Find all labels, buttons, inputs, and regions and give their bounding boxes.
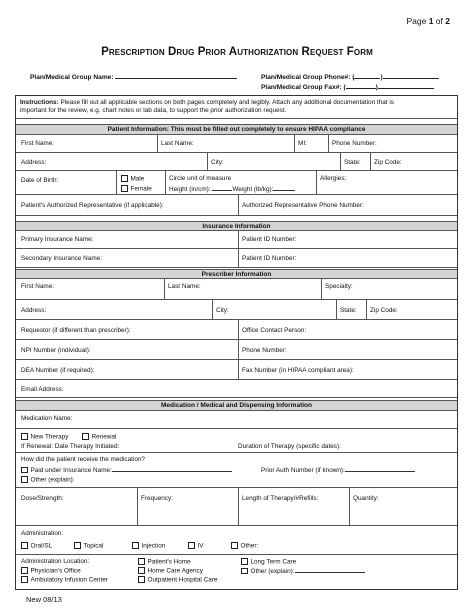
form-version: New 08/13 <box>26 595 62 604</box>
patient-dob-row <box>16 171 457 195</box>
prescriber-name-row <box>16 279 457 300</box>
npi-label[interactable]: NPI Number (individual): <box>21 347 91 354</box>
admin-location-row <box>16 555 457 589</box>
patient-last-name-label[interactable]: Last Name: <box>161 140 194 147</box>
patient-name-row <box>16 135 457 153</box>
patient-rep-label[interactable]: Patient's Authorized Representative (if applicable): <box>21 202 164 209</box>
iv-checkbox[interactable]: IV <box>188 542 204 550</box>
outpatient-checkbox[interactable]: Outpatient Hospital Care <box>138 576 217 584</box>
plan-name-field[interactable]: Plan/Medical Group Name: <box>30 72 237 81</box>
page-number: Page 1 of 2 <box>406 16 450 26</box>
prescriber-first-name-label[interactable]: First Name: <box>21 283 55 290</box>
plan-fax-field[interactable]: Plan/Medical Group Fax#: ( ) <box>261 82 434 91</box>
prescriber-phone-label[interactable]: Phone Number: <box>242 347 287 354</box>
prior-auth-number-field[interactable]: Prior Auth Number (if known): <box>261 466 415 474</box>
how-received-row <box>16 453 457 488</box>
patient-zip-label[interactable]: Zip Code: <box>374 159 402 166</box>
patient-state-label[interactable]: State: <box>344 159 361 166</box>
patient-mi-label[interactable]: MI: <box>298 140 307 147</box>
length-label[interactable]: Length of Therapy/#Refills: <box>242 495 319 502</box>
patient-section-header: Patient Information: This must be filled out completely to ensure HIPAA compliance <box>16 124 457 135</box>
male-checkbox[interactable]: Male <box>121 175 144 183</box>
new-therapy-checkbox[interactable]: New Therapy <box>21 433 68 441</box>
primary-patient-id-label[interactable]: Patient ID Number: <box>242 236 297 243</box>
dea-label[interactable]: DEA Number (if required): <box>21 367 95 374</box>
prescriber-last-name-label[interactable]: Last Name: <box>168 283 201 290</box>
secondary-patient-id-label[interactable]: Patient ID Number: <box>242 255 297 262</box>
patient-first-name-label[interactable]: First Name: <box>21 140 55 147</box>
patient-allergies-label[interactable]: Allergies: <box>320 175 347 182</box>
topical-checkbox[interactable]: Topical <box>74 542 103 550</box>
paid-under-insurance-checkbox[interactable]: Paid under Insurance Name: <box>21 466 232 474</box>
long-term-care-checkbox[interactable]: Long Term Care <box>241 558 296 566</box>
height-weight-field[interactable]: Height (in/cm): Weight (lb/kg): <box>169 185 295 193</box>
patient-address-label[interactable]: Address: <box>21 159 47 166</box>
prescriber-specialty-label[interactable]: Specialty: <box>325 283 353 290</box>
form-title: Prescription Drug Prior Authorization Request Form <box>101 46 373 58</box>
dose-label[interactable]: Dose/Strength: <box>21 495 64 502</box>
ambulatory-checkbox[interactable]: Ambulatory Infusion Center <box>21 576 108 584</box>
administration-label: Administration: <box>21 530 64 537</box>
primary-insurance-row <box>16 231 457 249</box>
patient-city-label[interactable]: City: <box>211 159 224 166</box>
email-label[interactable]: Email Address: <box>21 386 64 393</box>
dea-row <box>16 360 457 380</box>
prescriber-city-label[interactable]: City: <box>216 307 229 314</box>
patient-rep-phone-label[interactable]: Authorized Representative Phone Number: <box>242 202 364 209</box>
prescriber-address-label[interactable]: Address: <box>21 307 47 314</box>
renewal-checkbox[interactable]: Renewal <box>82 433 116 441</box>
insurance-section-header: Insurance Information <box>16 221 457 231</box>
patient-dob-label[interactable]: Date of Birth: <box>21 177 59 184</box>
primary-insurance-label[interactable]: Primary Insurance Name: <box>21 236 94 243</box>
dose-row <box>16 488 457 526</box>
patients-home-checkbox[interactable]: Patient's Home <box>138 558 191 566</box>
if-renewal-label[interactable]: If Renewal: Date Therapy Initiated: <box>21 443 120 450</box>
instructions-row <box>16 96 457 119</box>
female-checkbox[interactable]: Female <box>121 185 152 193</box>
physicians-office-checkbox[interactable]: Physician's Office <box>21 567 81 575</box>
prior-auth-form <box>15 95 458 590</box>
home-care-checkbox[interactable]: Home Care Agency <box>138 567 203 575</box>
other-location-checkbox[interactable]: Other (explain): <box>241 567 365 575</box>
secondary-insurance-label[interactable]: Secondary Insurance Name: <box>21 255 102 262</box>
prescriber-state-label[interactable]: State: <box>340 307 357 314</box>
injection-checkbox[interactable]: Injection <box>132 542 165 550</box>
prescriber-zip-label[interactable]: Zip Code: <box>370 307 398 314</box>
circle-unit-label: Circle unit of measure <box>169 175 232 182</box>
administration-row <box>16 526 457 555</box>
patient-address-row <box>16 153 457 171</box>
npi-row <box>16 340 457 360</box>
email-row <box>16 380 457 398</box>
secondary-insurance-row <box>16 249 457 268</box>
office-contact-label[interactable]: Office Contact Person: <box>242 327 307 334</box>
medication-section-header: Medication / Medical and Dispensing Information <box>16 400 457 411</box>
duration-label[interactable]: Duration of Therapy (specific dates): <box>238 443 341 450</box>
other-admin-checkbox[interactable]: Other: <box>231 542 258 550</box>
therapy-row <box>16 429 457 453</box>
quantity-label[interactable]: Quantity: <box>353 495 379 502</box>
frequency-label[interactable]: Frequency: <box>141 495 173 502</box>
oral-checkbox[interactable]: Oral/SL <box>21 542 52 550</box>
how-received-label: How did the patient receive the medication? <box>21 456 145 463</box>
prescriber-section-header: Prescriber Information <box>16 269 457 279</box>
instructions: Instructions: Please fill out all applicable sections on both pages completely and legibly. Attach any additional documentation that is important for the review, e.g. chart notes or lab data, to support the prior authorization request. <box>20 99 394 114</box>
patient-rep-row <box>16 195 457 216</box>
prescriber-fax-label[interactable]: Fax Number (in HIPAA compliant area): <box>242 367 354 374</box>
requestor-label[interactable]: Requestor (if different than prescriber): <box>21 327 131 334</box>
other-explain-checkbox[interactable]: Other (explain): <box>21 476 75 484</box>
medication-name-label[interactable]: Medication Name: <box>21 415 73 422</box>
prescriber-address-row <box>16 300 457 320</box>
requestor-row <box>16 320 457 340</box>
plan-phone-field[interactable]: Plan/Medical Group Phone#: ( ) <box>261 72 439 81</box>
medication-name-row <box>16 411 457 429</box>
admin-location-label: Administration Location: <box>21 558 90 565</box>
patient-phone-label[interactable]: Phone Number: <box>332 140 377 147</box>
